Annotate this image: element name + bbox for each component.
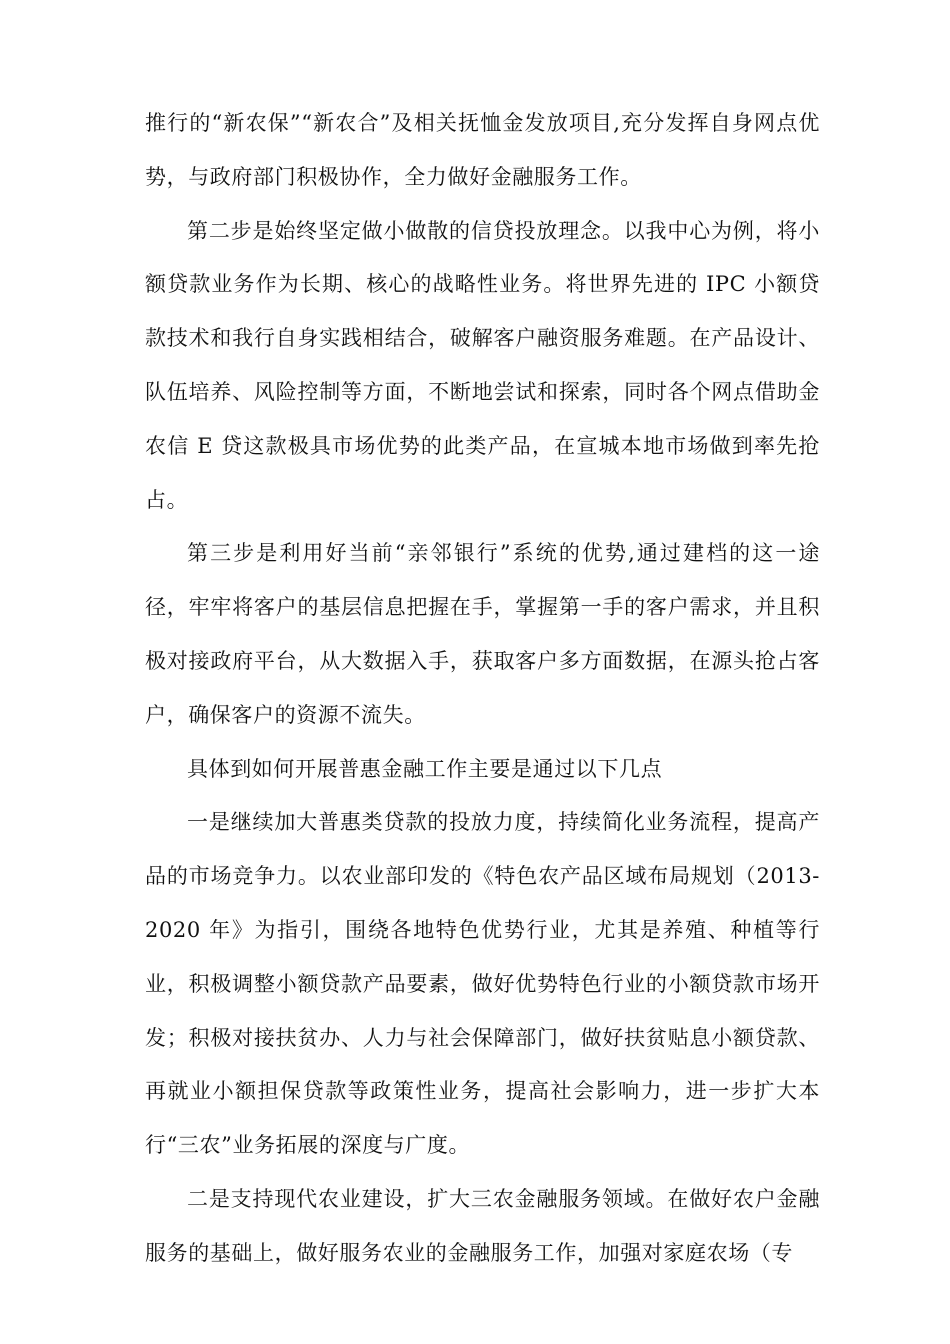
- paragraph-intro-points: 具体到如何开展普惠金融工作主要是通过以下几点: [187, 756, 663, 781]
- paragraph-continued: 推行的“新农保”“新农合”及相关抚恤金发放项目,充分发挥自身网点优势，与政府部门积极协作，全力做好金融服务工作。: [145, 111, 820, 189]
- paragraph-point-two: 二是支持现代农业建设，扩大三农金融服务领域。在做好农户金融服务的基础上，做好服务农业的金融服务工作，加强对家庭农场（专: [145, 1186, 820, 1265]
- paragraph-step-two: 第二步是始终坚定做小做散的信贷投放理念。以我中心为例，将小额贷款业务作为长期、核心的战略性业务。将世界先进的 IPC 小额贷款技术和我行自身实践相结合，破解客户融资服务难题。在产品设计、队伍培养、风险控制等方面，不断地尝试和探索，同时各个网点借助金农信 E 贷这款极具市场优势的此类产品，在宣城本地市场做到率先抢占。: [145, 218, 820, 512]
- paragraph-step-three: 第三步是利用好当前“亲邻银行”系统的优势,通过建档的这一途径，牢牢将客户的基层信息把握在手，掌握第一手的客户需求，并且积极对接政府平台，从大数据入手，获取客户多方面数据，在源头抢占客户，确保客户的资源不流失。: [145, 541, 820, 727]
- paragraph-point-one: 一是继续加大普惠类贷款的投放力度，持续简化业务流程，提高产品的市场竞争力。以农业部印发的《特色农产品区域布局规划（2013-2020 年》为指引，围绕各地特色优势行业，尤其是养殖、种植等行业，积极调整小额贷款产品要素，做好优势特色行业的小额贷款市场开发；积极对接扶贫办、人力与社会保障部门，做好扶贫贴息小额贷款、再就业小额担保贷款等政策性业务，提高社会影响力，进一步扩大本行“三农”业务拓展的深度与广度。: [145, 810, 820, 1158]
- document-body: [145, 97, 820, 1281]
